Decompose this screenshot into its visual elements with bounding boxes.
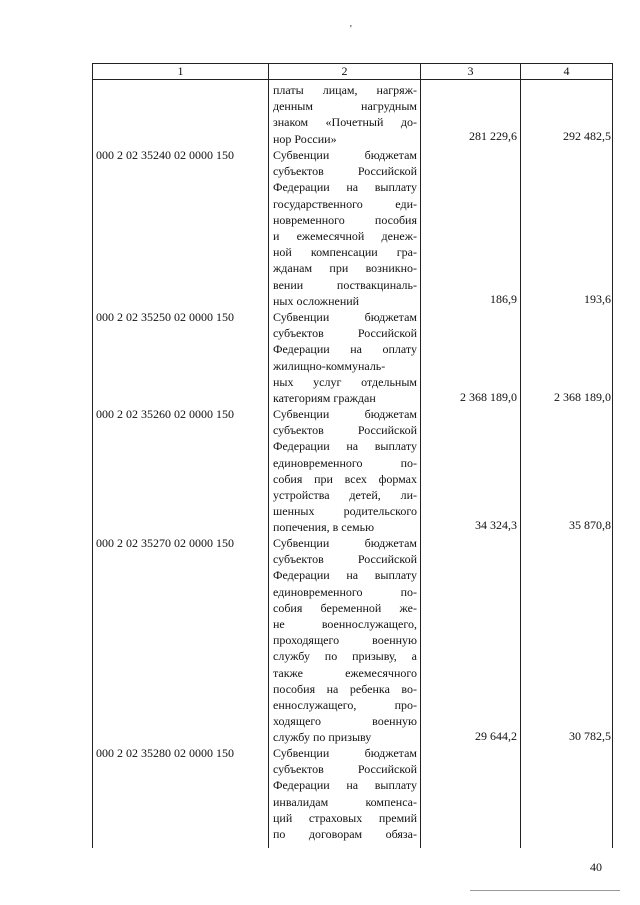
- header-col-4: 4: [563, 64, 570, 78]
- desc-line: субъектов Российской: [273, 762, 417, 777]
- desc-line: субъектов Российской: [273, 326, 417, 341]
- desc-line: субъектов Российской: [273, 423, 417, 438]
- desc-line: не военнослужащего,: [273, 616, 417, 631]
- continuation-description: [273, 82, 417, 147]
- column-divider-2: [420, 63, 421, 848]
- desc-line: ной компенсации гра-: [273, 245, 417, 260]
- desc-line: службу по призыву, а: [273, 649, 417, 664]
- row-description: [273, 535, 417, 745]
- desc-line: единовременного по-: [273, 584, 417, 599]
- column-divider-3: [520, 63, 521, 848]
- header-col-2: 2: [341, 64, 348, 78]
- desc-line: инвалидам компенса-: [273, 794, 417, 809]
- row-code: 000 2 02 35270 02 0000 150: [96, 536, 234, 550]
- row-col4: 2 368 189,0: [554, 390, 611, 404]
- page-number: 40: [590, 860, 602, 874]
- desc-line: жилищно-коммуналь-: [273, 358, 386, 373]
- desc-line: пособия на ребенка во-: [273, 681, 417, 696]
- desc-line: устройства детей, ли-: [273, 487, 417, 502]
- scan-mark: ': [350, 24, 352, 35]
- row-description: [273, 406, 417, 536]
- desc-line: государственного еди-: [273, 196, 417, 211]
- continuation-col4: 292 482,5: [563, 129, 611, 143]
- header-col-1: 1: [177, 64, 184, 78]
- row-col3: 29 644,2: [475, 729, 517, 743]
- desc-line: Федерации на оплату: [273, 342, 417, 357]
- desc-line: Федерации на выплату: [273, 439, 417, 454]
- row-col3: 2 368 189,0: [460, 390, 517, 404]
- desc-line: ных осложнений: [273, 293, 360, 308]
- desc-line: субъектов Российской: [273, 552, 417, 567]
- desc-line: жданам при возникно-: [273, 261, 417, 276]
- desc-line: шенных родительского: [273, 504, 417, 519]
- table-right-border: [612, 63, 613, 848]
- desc-line: знаком «Почетный до-: [273, 115, 417, 130]
- desc-line: проходящего военную: [273, 633, 417, 648]
- desc-line: Федерации на выплату: [273, 778, 417, 793]
- header-col-3: 3: [467, 64, 474, 78]
- column-divider-1: [268, 63, 269, 848]
- table-left-border: [92, 63, 93, 848]
- row-col4: 193,6: [584, 292, 611, 306]
- desc-line: Субвенции бюджетам: [273, 148, 417, 162]
- desc-line: Федерации на выплату: [273, 568, 417, 583]
- desc-line: еннослужащего, про-: [273, 697, 417, 712]
- desc-line: ходящего военную: [273, 714, 417, 729]
- desc-line: Федерации на выплату: [273, 180, 417, 195]
- desc-line: и ежемесячной денеж-: [273, 228, 417, 243]
- row-code: 000 2 02 35250 02 0000 150: [96, 310, 234, 324]
- footer-line: [470, 890, 620, 891]
- row-code: 000 2 02 35280 02 0000 150: [96, 746, 234, 760]
- desc-line: Субвенции бюджетам: [273, 746, 417, 760]
- desc-line: Субвенции бюджетам: [273, 407, 417, 421]
- desc-line: службу по призыву: [273, 730, 372, 745]
- row-col4: 30 782,5: [569, 729, 611, 743]
- desc-line: ных услуг отдельным: [273, 374, 417, 389]
- row-code: 000 2 02 35260 02 0000 150: [96, 407, 234, 421]
- row-description: [273, 309, 417, 406]
- desc-line: также ежемесячного: [273, 665, 417, 680]
- desc-line: единовременного по-: [273, 455, 417, 470]
- row-col3: 186,9: [490, 292, 517, 306]
- desc-line: нор России»: [273, 131, 337, 146]
- row-col3: 34 324,3: [475, 518, 517, 532]
- desc-line: Субвенции бюджетам: [273, 536, 417, 550]
- desc-line: денным нагрудным: [273, 99, 417, 114]
- desc-line: субъектов Российской: [273, 164, 417, 179]
- desc-line: собия беременной же-: [273, 600, 417, 615]
- row-description: [273, 745, 417, 842]
- row-description: [273, 147, 417, 309]
- row-col4: 35 870,8: [569, 518, 611, 532]
- desc-line: категориям граждан: [273, 390, 376, 405]
- desc-line: платы лицам, нагряж-: [273, 83, 417, 97]
- desc-line: по договорам обяза-: [273, 826, 417, 841]
- header-bottom-border: [92, 79, 612, 80]
- desc-line: ций страховых премий: [273, 810, 417, 825]
- desc-line: вении поствакциналь-: [273, 277, 417, 292]
- desc-line: новременного пособия: [273, 212, 417, 227]
- desc-line: попечения, в семью: [273, 520, 375, 535]
- desc-line: Субвенции бюджетам: [273, 310, 417, 324]
- desc-line: собия при всех формах: [273, 471, 417, 486]
- row-code: 000 2 02 35240 02 0000 150: [96, 148, 234, 162]
- continuation-col3: 281 229,6: [469, 129, 517, 143]
